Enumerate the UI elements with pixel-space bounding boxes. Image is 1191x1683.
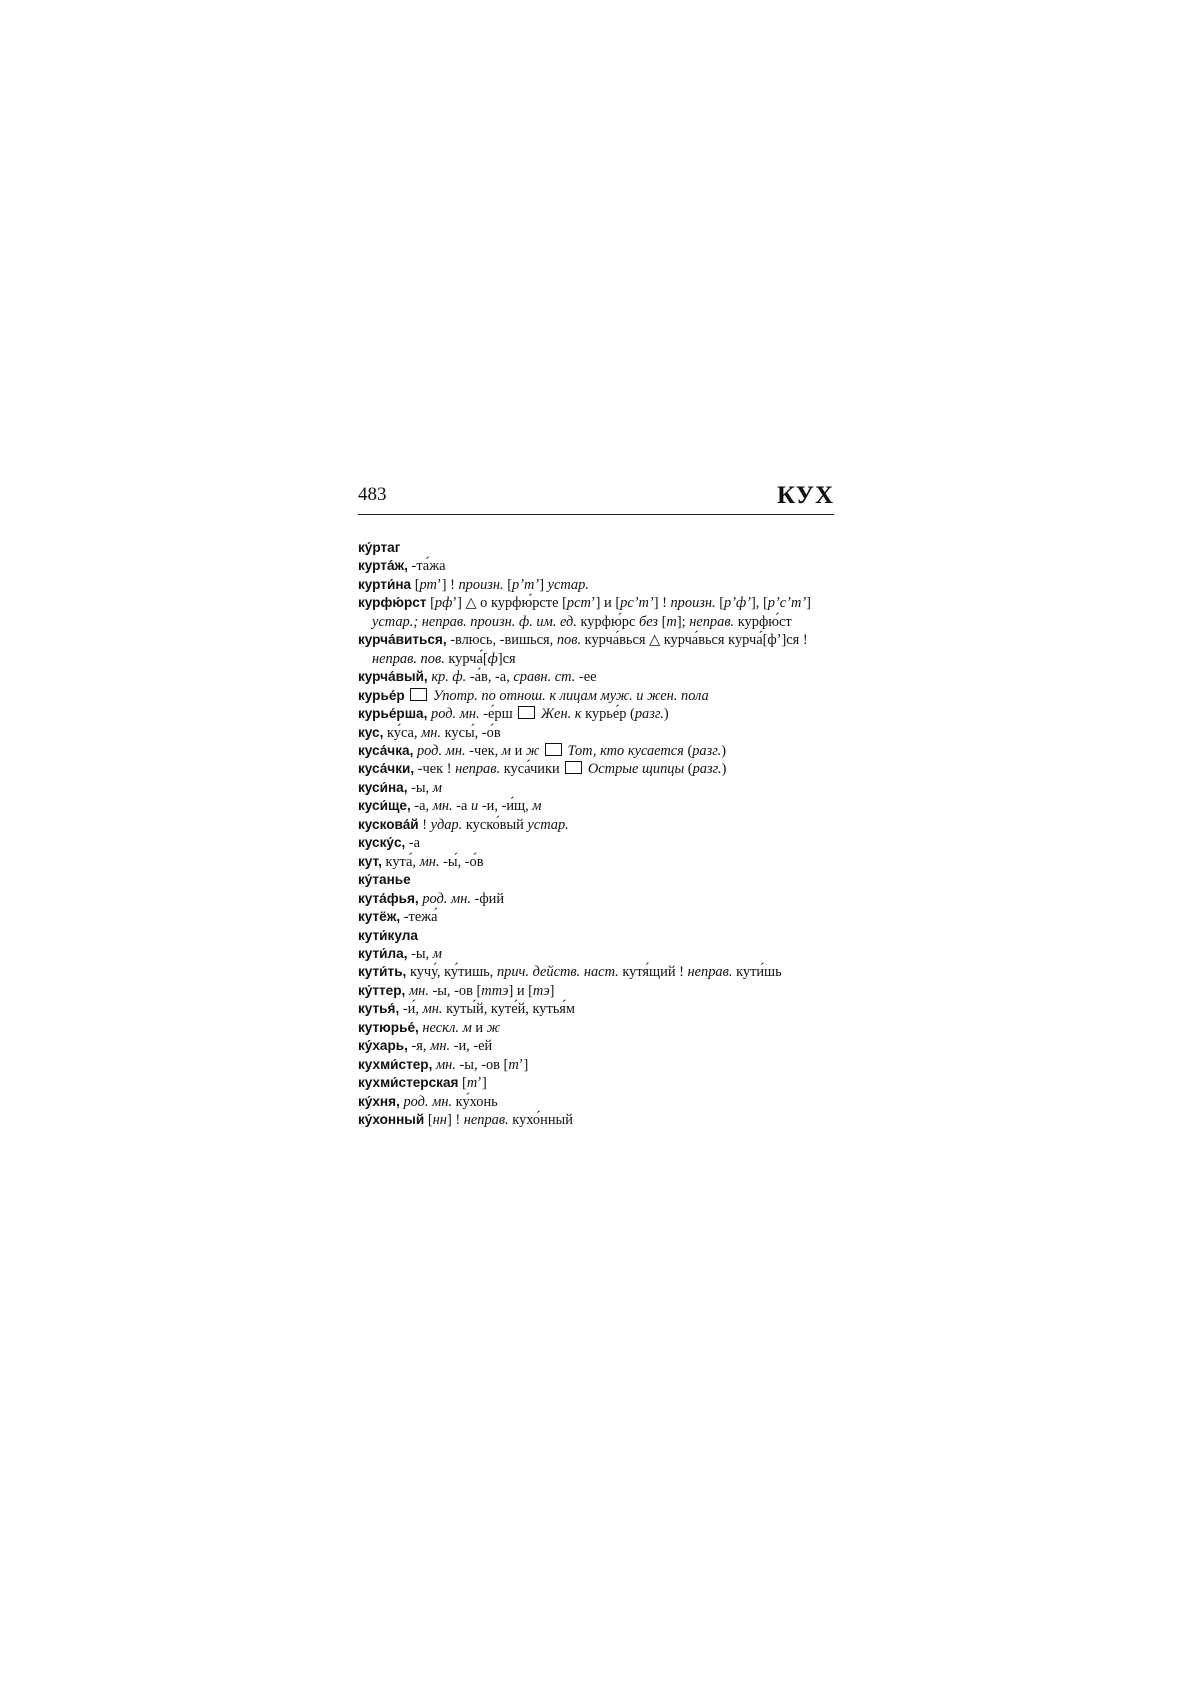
entry-text: курфю́ст <box>734 613 792 630</box>
headword: кут, <box>358 853 382 869</box>
box-symbol-icon <box>518 706 535 719</box>
entry-text: -тежа́ <box>400 909 438 926</box>
headword: куси́на, <box>358 779 408 795</box>
headword: ку́ртаг <box>358 540 401 555</box>
label-italic: устар.; неправ. произн. ф. им. ед. <box>372 613 577 630</box>
dictionary-entry <box>358 668 834 686</box>
entry-text: ( <box>684 761 693 778</box>
entry-list <box>358 539 834 1130</box>
dictionary-entry <box>358 779 834 797</box>
label-italic: м <box>501 742 511 759</box>
page-number: 483 <box>358 484 387 505</box>
box-symbol-icon <box>545 743 562 756</box>
label-italic: неправ. <box>455 761 501 778</box>
entry-text: кутя́щий ! <box>618 964 688 981</box>
dictionary-entry <box>358 576 834 594</box>
label-italic: произн. <box>458 576 504 593</box>
headword: кус, <box>358 724 384 740</box>
label-italic: неправ. <box>689 613 735 630</box>
entry-text: -и́, <box>399 1001 423 1018</box>
dictionary-entry <box>358 760 834 778</box>
entry-text: -я, <box>407 1038 431 1055</box>
label-italic: т <box>666 613 677 630</box>
entry-text: -ы, -ов [ <box>455 1056 509 1073</box>
dictionary-entry <box>358 539 834 557</box>
headword: кускова́й <box>358 816 419 832</box>
dictionary-entry <box>358 1000 834 1018</box>
headword: ку́ттер, <box>358 982 406 998</box>
entry-text: ( <box>683 742 693 759</box>
entry-text <box>405 688 409 704</box>
entry-text: -и, -ей <box>450 1038 493 1055</box>
headword: ку́танье <box>358 872 411 888</box>
headword: курти́на <box>358 576 412 592</box>
entry-text: ) <box>721 761 727 778</box>
dictionary-entry <box>358 816 834 834</box>
dictionary-entry <box>358 705 834 723</box>
entry-text: -та́жа <box>407 558 446 575</box>
label-italic: ф <box>487 650 498 667</box>
headword: кухми́стерская <box>358 1075 459 1091</box>
label-italic: прич. действ. наст. <box>496 964 619 981</box>
label-italic: неправ. <box>687 964 733 981</box>
entry-text: ) <box>663 706 669 723</box>
running-head: КУХ <box>776 482 834 509</box>
label-italic: нн <box>432 1112 447 1129</box>
dictionary-entry <box>358 742 834 760</box>
dictionary-entry <box>358 1111 834 1129</box>
entry-text: -ы, <box>407 779 433 796</box>
dictionary-entry <box>358 871 834 889</box>
headword: ку́хня, <box>358 1093 400 1109</box>
dictionary-entry <box>358 853 834 871</box>
label-italic: мн. <box>408 982 429 999</box>
entry-text: -и, -и́щ, <box>478 798 533 815</box>
dictionary-entry <box>358 890 834 908</box>
dictionary-entry <box>358 594 834 631</box>
entry-text: -чек ! <box>414 761 456 778</box>
entry-text: -ы, -ов [ <box>428 982 482 999</box>
label-italic: мн. <box>432 798 453 815</box>
entry-text: курфю́рс <box>576 613 639 630</box>
dictionary-entry <box>358 963 834 981</box>
headword: курча́виться, <box>358 632 447 648</box>
entry-text: кута́, <box>381 853 420 870</box>
entry-text: -а <box>405 835 421 852</box>
label-italic: род. мн. <box>403 1093 453 1110</box>
dictionary-entry <box>358 1056 834 1074</box>
entry-text: [ <box>458 1075 467 1092</box>
dictionary-entry <box>358 927 834 945</box>
label-italic: и <box>471 798 479 815</box>
label-italic: Жен. к <box>540 706 582 723</box>
headword: ку́харь, <box>358 1038 408 1054</box>
entry-text: -а́в, -а, <box>466 669 514 686</box>
headword: ку́хонный <box>358 1112 425 1128</box>
dictionary-entry <box>358 797 834 815</box>
label-italic: м <box>532 798 542 815</box>
label-italic: разг. <box>692 761 722 778</box>
label-italic: неправ. <box>463 1112 509 1129</box>
entry-text: ʼ] ! <box>436 576 459 593</box>
headword: кутёж, <box>358 909 401 925</box>
entry-text: -фий <box>470 890 505 907</box>
label-italic: Употр. по отнош. к лицам муж. и жен. пола <box>432 687 709 704</box>
label-italic: мн. <box>421 724 442 741</box>
headword: кути́ть, <box>358 964 407 980</box>
entry-text: [ <box>426 595 435 612</box>
entry-text: курча́[ <box>444 650 488 667</box>
label-italic: удар. <box>430 816 463 833</box>
entry-text: -влюсь, -вишься, <box>446 632 557 649</box>
headword: курфю́рст <box>358 595 427 611</box>
label-italic: рт <box>419 576 437 593</box>
page-header <box>358 478 834 510</box>
label-italic: неправ. пов. <box>372 650 445 667</box>
label-italic: нескл. м <box>422 1019 472 1036</box>
label-italic: ж <box>525 742 540 759</box>
label-italic: м <box>432 779 442 796</box>
dictionary-entry <box>358 945 834 963</box>
entry-text: ]ся <box>497 650 516 667</box>
entry-text: и <box>510 742 526 759</box>
dictionary-entry <box>358 908 834 926</box>
entry-text: [ <box>411 576 420 593</box>
entry-text: ] и [ <box>508 982 533 999</box>
label-italic: устар. <box>527 816 569 833</box>
entry-text: -ее <box>575 669 597 686</box>
entry-text: -ы́, -о́в <box>439 853 484 870</box>
label-italic: рʼтʼ <box>512 576 540 593</box>
entry-text: кучу́, ку́тишь, <box>406 964 497 981</box>
box-symbol-icon <box>410 688 427 701</box>
entry-text: -а <box>452 798 472 815</box>
label-italic: пов. <box>556 632 582 649</box>
label-italic: род. мн. <box>422 890 471 907</box>
label-italic: м <box>432 945 442 962</box>
headword: кутюрье́, <box>358 1019 419 1035</box>
label-italic: мн. <box>419 853 440 870</box>
label-italic: кр. ф. <box>431 669 467 686</box>
entry-text: ʼ] <box>518 1056 529 1073</box>
label-italic: Острые щипцы <box>587 761 685 778</box>
headword: куску́с, <box>358 835 406 851</box>
entry-text: ] ! <box>446 1112 464 1129</box>
entry-text: ] <box>539 576 548 593</box>
entry-text: кусы́, -о́в <box>441 724 501 741</box>
box-symbol-icon <box>565 761 582 774</box>
entry-text: кути́шь <box>732 964 782 981</box>
entry-text: ку́хонь <box>452 1093 498 1110</box>
entry-text: курча́вься △ курча́вься курча́[фʼ]ся ! <box>581 632 808 649</box>
label-italic: рʼфʼ <box>724 595 752 612</box>
headword: кута́фья, <box>358 890 419 906</box>
dictionary-entry <box>358 982 834 1000</box>
entry-text: ) <box>721 742 727 759</box>
label-italic: рсʼтʼ <box>620 595 654 612</box>
label-italic: мн. <box>422 1001 443 1018</box>
headword: кути́кула <box>358 927 418 943</box>
entry-text: и <box>471 1019 487 1036</box>
entry-text: куса́чики <box>500 761 564 778</box>
label-italic: сравн. ст. <box>513 669 576 686</box>
entry-text: [ <box>424 1112 433 1129</box>
dictionary-entry <box>358 1074 834 1092</box>
label-italic: устар. <box>547 576 589 593</box>
label-italic: род. мн. <box>416 742 466 759</box>
label-italic: род. мн. <box>431 706 480 723</box>
label-italic: мн. <box>435 1056 456 1073</box>
entry-text <box>539 743 543 759</box>
entry-text: ʼ] и [ <box>590 595 621 612</box>
label-italic: ттэ <box>481 982 509 999</box>
dictionary-page <box>358 478 834 1130</box>
label-italic: рф <box>434 595 453 612</box>
entry-text: [ <box>658 613 667 630</box>
headword: курье́рша, <box>358 706 428 722</box>
entry-text: ]; <box>676 613 690 630</box>
dictionary-entry <box>358 834 834 852</box>
entry-text: ] ! <box>653 595 671 612</box>
headword: курта́ж, <box>358 558 408 574</box>
headword: курье́р <box>358 687 405 703</box>
dictionary-entry <box>358 724 834 742</box>
entry-text: -ы, <box>407 945 433 962</box>
entry-text: ] <box>549 982 555 999</box>
label-italic: произн. <box>670 595 716 612</box>
entry-text: ку́са, <box>383 724 422 741</box>
dictionary-entry <box>358 1019 834 1037</box>
entry-text: ], [ <box>751 595 768 612</box>
entry-text: ʼ] △ о курфю́рсте [ <box>452 595 567 612</box>
dictionary-entry <box>358 1037 834 1055</box>
label-italic: рʼсʼтʼ <box>767 595 807 612</box>
entry-text: [ <box>503 576 513 593</box>
dictionary-entry <box>358 687 834 705</box>
entry-text: куты́й, куте́й, кутья́м <box>442 1001 576 1018</box>
entry-text: ] <box>806 595 811 612</box>
headword: курча́вый, <box>358 669 428 685</box>
label-italic: Тот, кто кусается <box>567 742 684 759</box>
entry-text: [ <box>715 595 725 612</box>
entry-text: -чек, <box>465 742 502 759</box>
headword: куса́чка, <box>358 742 414 758</box>
label-italic: разг. <box>692 742 722 759</box>
entry-text: ʼ] <box>477 1075 487 1092</box>
entry-text: -а, <box>410 798 433 815</box>
dictionary-entry <box>358 631 834 668</box>
headword: кухми́стер, <box>358 1056 433 1072</box>
label-italic: тэ <box>532 982 550 999</box>
headword: кутья́, <box>358 1001 400 1017</box>
entry-text: кухо́нный <box>508 1112 573 1129</box>
label-italic: разг. <box>634 706 664 723</box>
label-italic: т <box>466 1075 478 1092</box>
entry-text: куско́вый <box>462 816 528 833</box>
label-italic: без <box>638 613 659 630</box>
entry-text: -е́рш <box>479 706 517 723</box>
entry-text: курье́р ( <box>581 706 635 723</box>
label-italic: т <box>508 1056 519 1073</box>
dictionary-entry <box>358 1093 834 1111</box>
headword: куса́чки, <box>358 761 415 777</box>
label-italic: ж <box>486 1019 501 1036</box>
label-italic: мн. <box>430 1038 451 1055</box>
header-rule <box>358 514 834 515</box>
entry-text: ! <box>418 816 431 833</box>
dictionary-entry <box>358 557 834 575</box>
headword: кути́ла, <box>358 945 408 961</box>
label-italic: рст <box>566 595 591 612</box>
headword: куси́ще, <box>358 798 411 814</box>
